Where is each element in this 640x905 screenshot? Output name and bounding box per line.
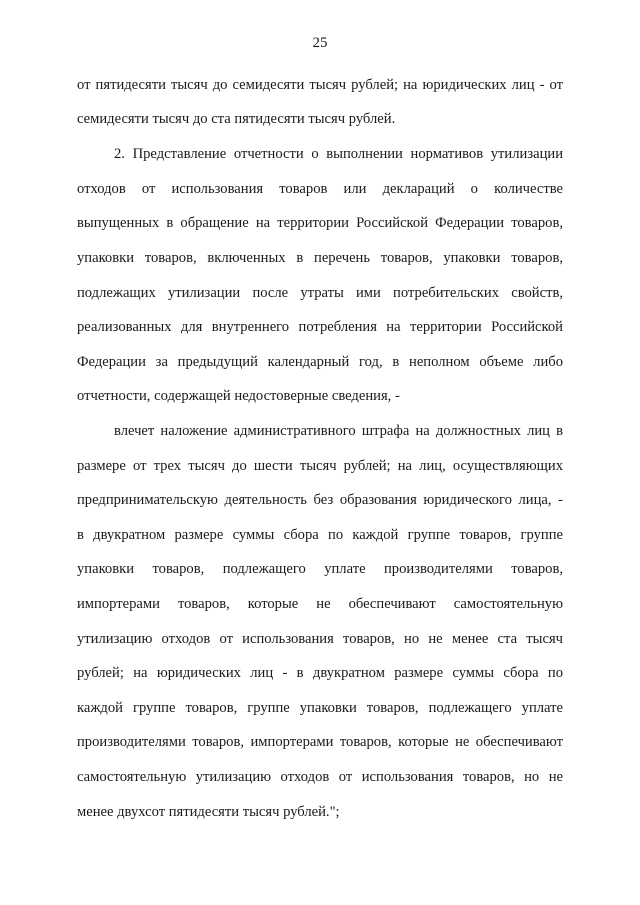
text-line: рублей; на юридических лиц - в двукратном размере суммы сбора по <box>77 665 563 681</box>
text-line: подлежащих утилизации после утраты ими потребительских свойств, <box>77 285 563 301</box>
text-line: упаковки товаров, подлежащего уплате производителями товаров, <box>77 561 563 577</box>
text-line: самостоятельную утилизацию отходов от использования товаров, но не <box>77 769 563 785</box>
text-line: влечет наложение административного штрафа на должностных лиц в <box>114 423 563 439</box>
text-line: каждой группе товаров, группе упаковки товаров, подлежащего уплате <box>77 700 563 716</box>
text-line: семидесяти тысяч до ста пятидесяти тысяч рублей. <box>77 111 396 127</box>
text-line: производителями товаров, импортерами товаров, которые не обеспечивают <box>77 734 563 750</box>
text-line: отходов от использования товаров или деклараций о количестве <box>77 181 563 197</box>
text-line: предпринимательскую деятельность без образования юридического лица, - <box>77 492 563 508</box>
text-line: выпущенных в обращение на территории Российской Федерации товаров, <box>77 215 563 231</box>
text-line: Федерации за предыдущий календарный год, в неполном объеме либо <box>77 354 563 370</box>
text-line: менее двухсот пятидесяти тысяч рублей."; <box>77 804 340 820</box>
text-line: реализованных для внутреннего потребления на территории Российской <box>77 319 563 335</box>
text-line: от пятидесяти тысяч до семидесяти тысяч рублей; на юридических лиц - от <box>77 77 563 93</box>
text-line: импортерами товаров, которые не обеспечивают самостоятельную <box>77 596 563 612</box>
text-line: в двукратном размере суммы сбора по каждой группе товаров, группе <box>77 527 563 543</box>
text-line: отчетности, содержащей недостоверные сведения, - <box>77 388 400 404</box>
text-line: 2. Представление отчетности о выполнении нормативов утилизации <box>114 146 563 162</box>
text-line: размере от трех тысяч до шести тысяч рублей; на лиц, осуществляющих <box>77 458 563 474</box>
text-line: утилизацию отходов от использования товаров, но не менее ста тысяч <box>77 631 563 647</box>
text-line: упаковки товаров, включенных в перечень товаров, упаковки товаров, <box>77 250 563 266</box>
page-number: 25 <box>312 35 328 51</box>
